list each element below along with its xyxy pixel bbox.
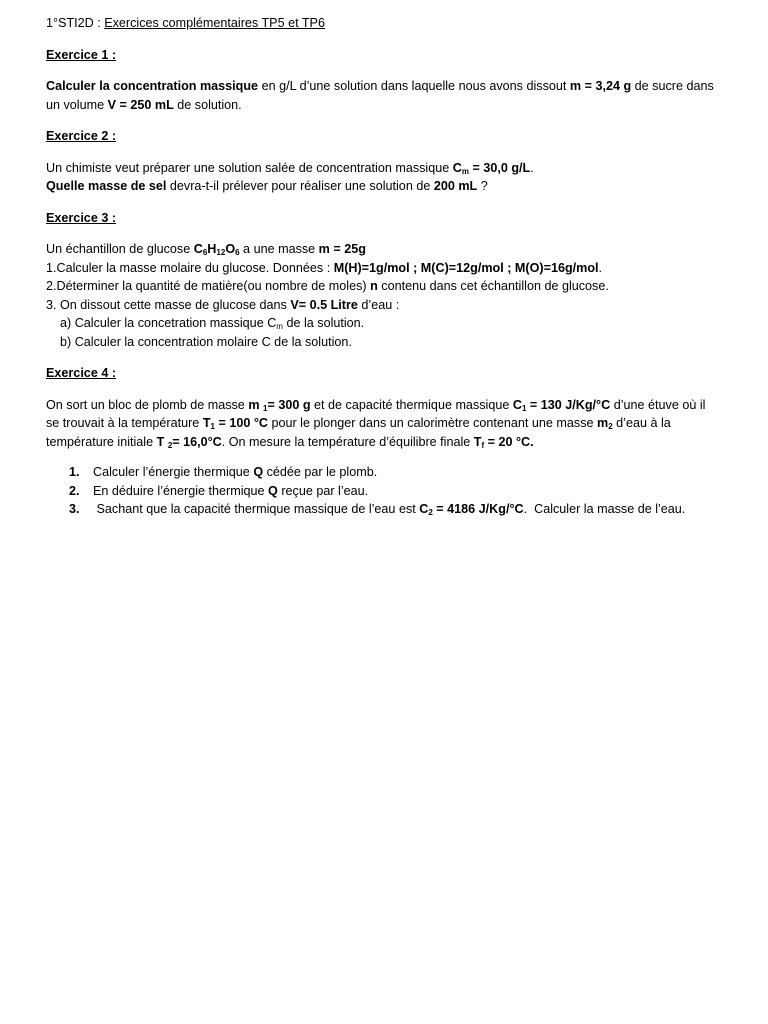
exercise-3-subquestion-b: b) Calculer la concentration molaire C de la solution. bbox=[60, 334, 352, 349]
list-item: 3. Sachant que la capacité thermique massique de l’eau est $C_2 = 4186$ J/Kg/°C. Calculer la masse de l’eau. bbox=[69, 502, 686, 517]
exercise-3-text-line: Un échantillon de glucose $C_6H_{12}O_6$ a une masse m = 25g bbox=[46, 242, 366, 257]
exercise-3-heading: Exercice 3 : bbox=[46, 210, 117, 225]
exercise-2-text-line: Quelle masse de sel devra-t-il prélever pour réaliser une solution de 200 mL ? bbox=[46, 179, 488, 193]
exercise-3-text-line: 3. On dissout cette masse de glucose dans V= 0.5 Litre d’eau : bbox=[46, 297, 400, 312]
title-text: Exercices complémentaires TP5 et TP6 bbox=[104, 16, 325, 30]
exercise-1-text-line: Calculer la concentration massique en g/L d’une solution dans laquelle nous avons dissout m = 3,24 g de sucre dans bbox=[46, 79, 714, 93]
exercise-4-questions bbox=[46, 463, 726, 519]
exercise-3-subquestion-a: a) Calculer la concetration massique $C_m$ de la solution. bbox=[60, 316, 365, 331]
document-title bbox=[46, 14, 726, 33]
list-item: 2. En déduire l’énergie thermique Q reçue par l’eau. bbox=[69, 483, 369, 498]
exercise-1-heading: Exercice 1 : bbox=[46, 47, 117, 62]
exercise-2-text-line: Un chimiste veut préparer une solution salée de concentration massique $C_m = 30,0$ g/L. bbox=[46, 160, 534, 176]
class-label: 1°STI2D : bbox=[46, 16, 105, 30]
exercise-4-heading: Exercice 4 : bbox=[46, 366, 117, 380]
exercise-1-text-line: un volume V = 250 mL de solution. bbox=[46, 97, 242, 112]
exercise-4-text-line: se trouvait à la température $T_1 = 100$ °C pour le plonger dans un calorimètre contenant une masse $m_2$ d’eau à la bbox=[46, 416, 671, 431]
list-item: 1. Calculer l’énergie thermique Q cédée par le plomb. bbox=[69, 465, 378, 479]
exercise-3-text-line: 2.Déterminer la quantité de matière(ou nombre de moles) n contenu dans cet échantillon de glucose. bbox=[46, 279, 609, 293]
exercise-4-text-line: On sort un bloc de plomb de masse m $_1$= 300 g et de capacité thermique massique $C_1 = 130$ J/Kg/°C d’une étuve où il bbox=[46, 397, 706, 413]
exercise-2-heading: Exercice 2 : bbox=[46, 129, 117, 143]
document-page bbox=[46, 14, 726, 519]
exercise-3-text-line: 1.Calculer la masse molaire du glucose. Données : M(H)=1g/mol ; M(C)=12g/mol ; M(O)=16g/mol. bbox=[46, 260, 603, 275]
exercise-4-text-line: température initiale T $_2$= 16,0°C. On mesure la température d’équilibre finale $T_f = 20$ °C. bbox=[46, 434, 534, 450]
